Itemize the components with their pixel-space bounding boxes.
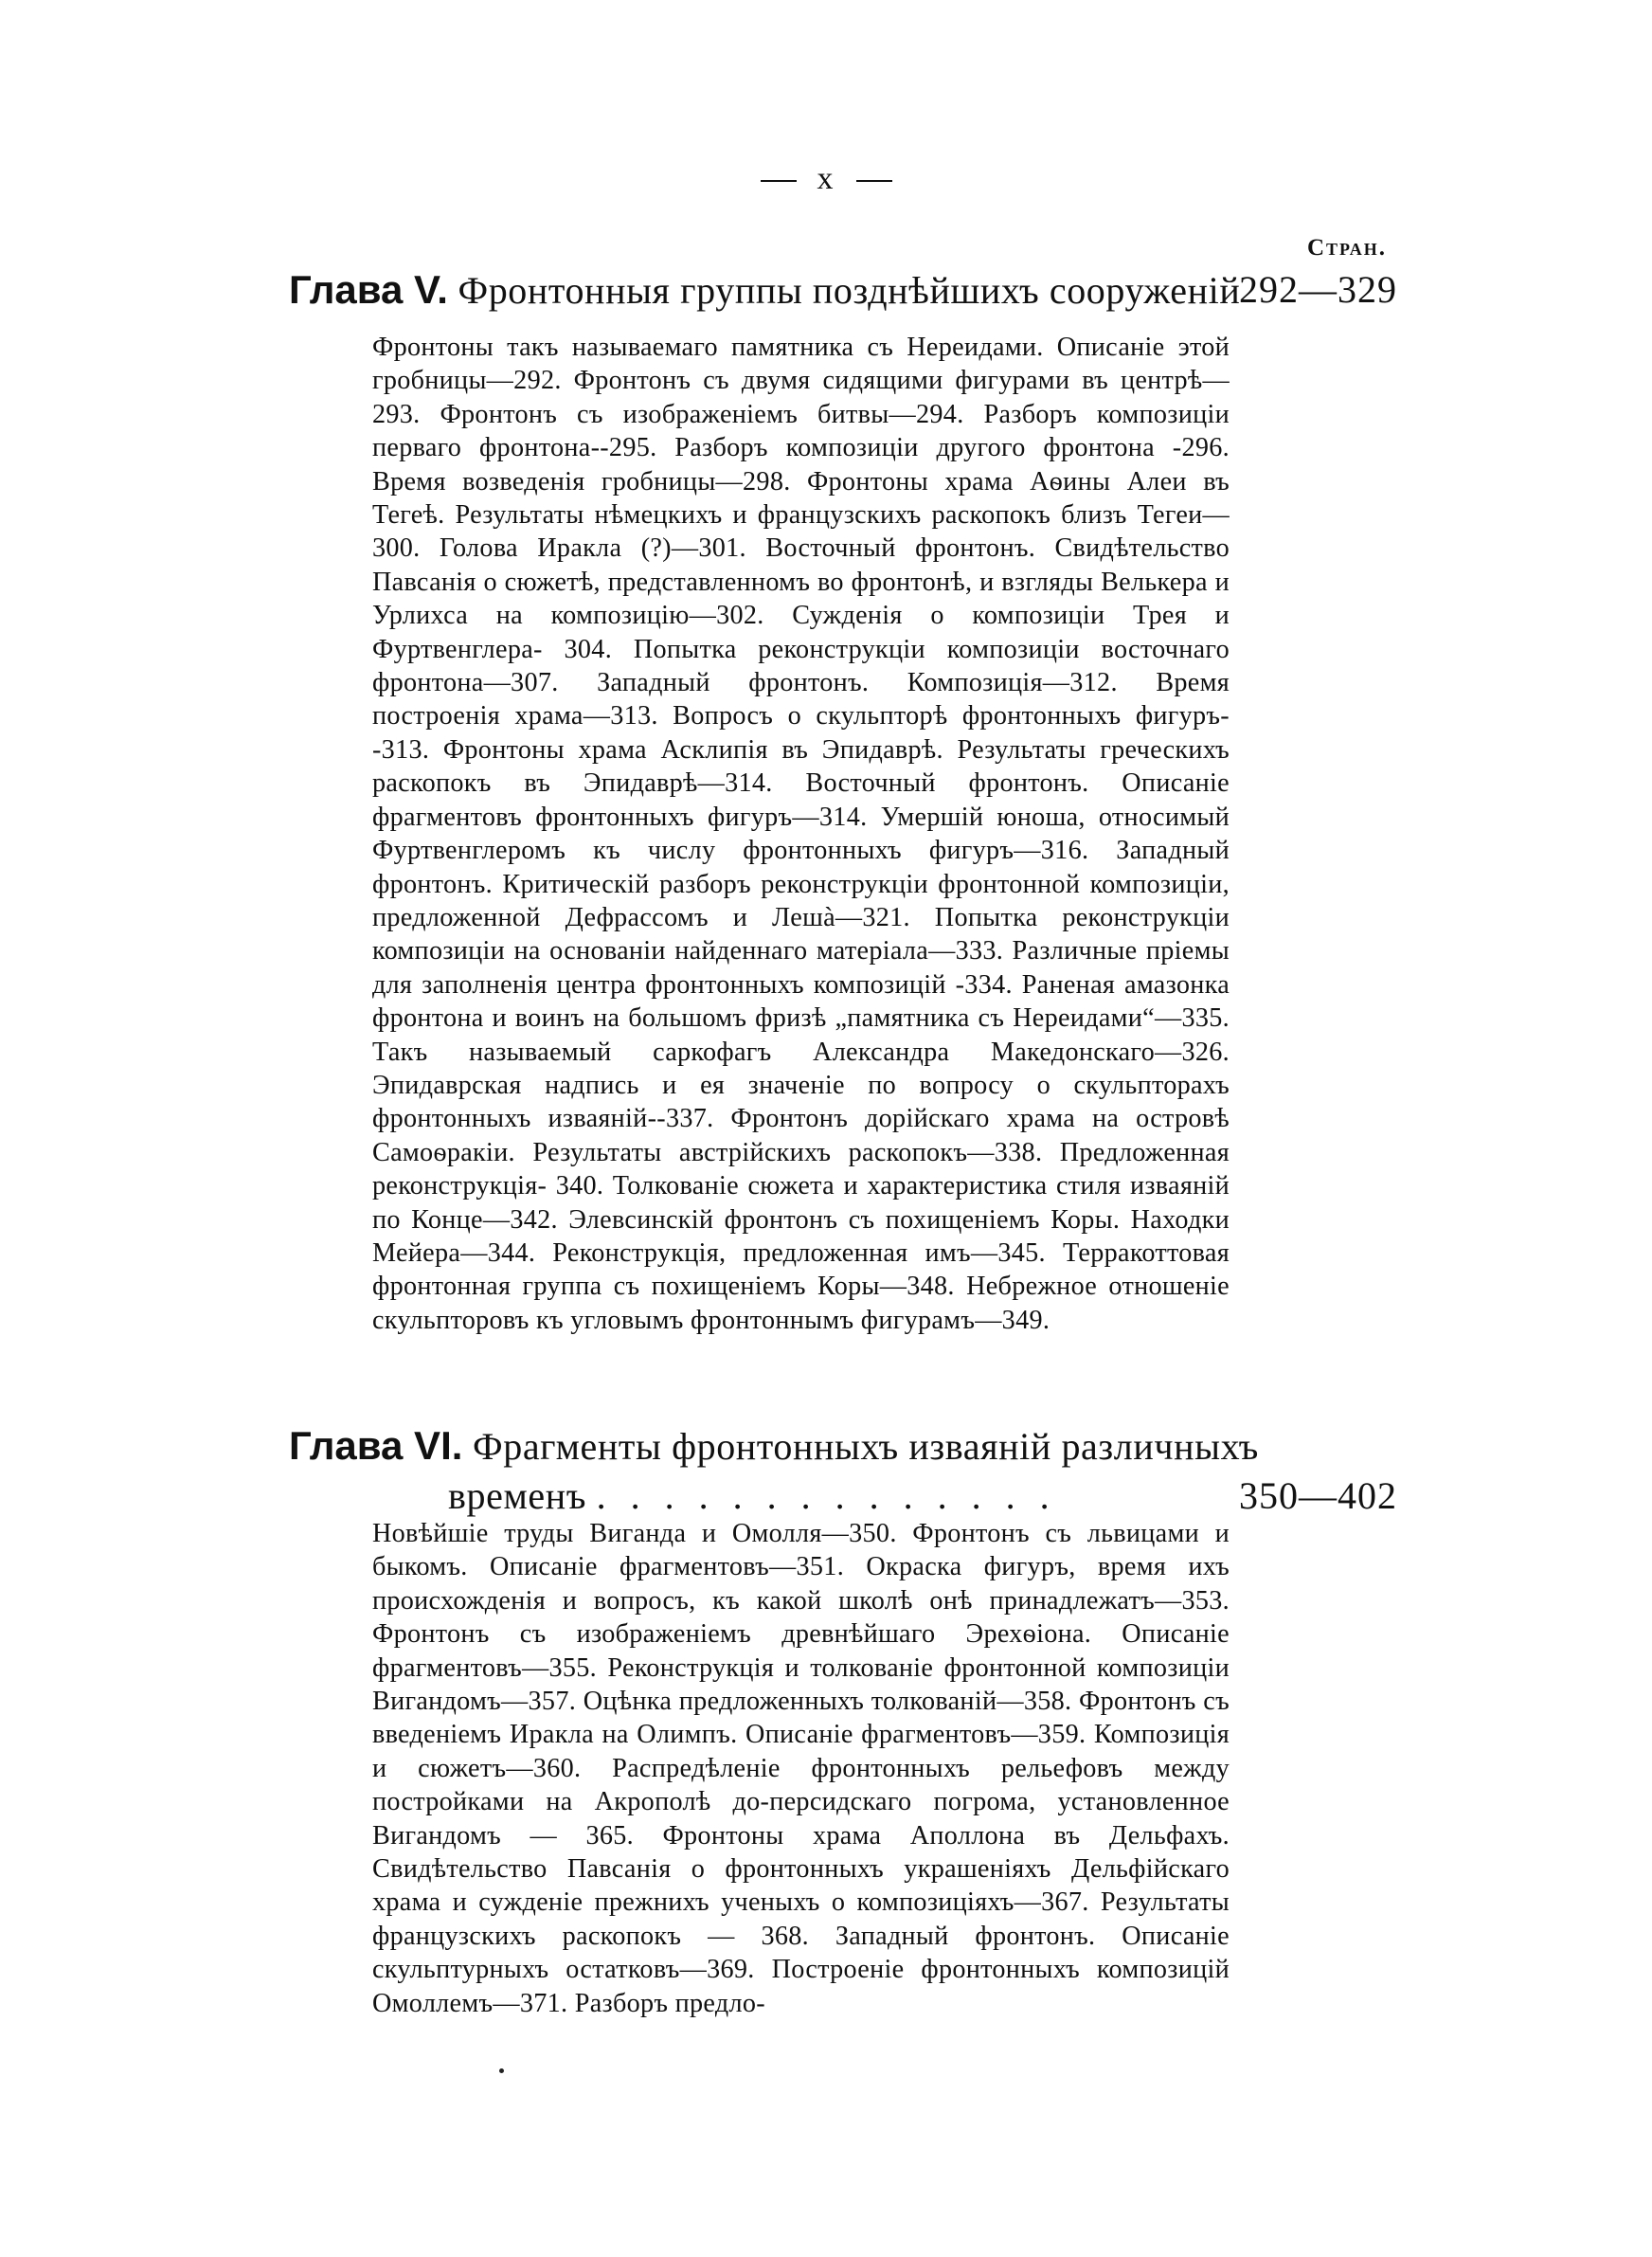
header-dash-right: [856, 180, 892, 182]
header-dash-left: [761, 180, 797, 182]
chapter-6-title-line2-row: [289, 1472, 1397, 1521]
chapter-5-title: Фронтонныя группы позднѣйшихъ сооруженій: [458, 269, 1241, 312]
chapter-6-heading: [289, 1421, 1397, 1521]
chapter-6-title-line1: Фрагменты фронтонныхъ изваяній различныхъ: [473, 1425, 1259, 1468]
chapter-6-pages: 350—402: [1239, 1474, 1397, 1517]
chapter-5-label: Глава V.: [289, 267, 448, 312]
chapter-5-heading: [289, 265, 1397, 316]
print-speck: [499, 2068, 504, 2073]
page-number: x: [817, 161, 835, 196]
chapter-6-summary: Новѣйшіе труды Виганда и Омолля—350. Фронтонъ съ львицами и быкомъ. Описаніе фрагментовъ—351. Окраска фигуръ, время ихъ происхожденія и вопросъ, къ какой школѣ онѣ принадлежатъ—353. Фронтонъ съ изображеніемъ древнѣйшаго Эрехѳіона. Описаніе фрагментовъ—355. Реконструкція и толкованіе фронтонной композиціи Вигандомъ—357. Оцѣнка предложенныхъ толкованій—358. Фронтонъ съ введеніемъ Иракла на Олимпъ. Описаніе фрагментовъ—359. Композиція и сюжетъ—360. Распредѣленіе фронтонныхъ рельефовъ между постройками на Акрополѣ до-персидскаго погрома, установленное Вигандомъ — 365. Фронтоны храма Аполлона въ Дельфахъ. Свидѣтельство Павсанія о фронтонныхъ украшеніяхъ Дельфійскаго храма и сужденіе прежнихъ ученыхъ о композиціяхъ—367. Результаты французскихъ раскопокъ — 368. Западный фронтонъ. Описаніе скульптурныхъ остатковъ—369. Построеніе фронтонныхъ композицій Омоллемъ—371. Разборъ предло-: [372, 1519, 1230, 2018]
chapter-5-summary: Фронтоны такъ называемаго памятника съ Нереидами. Описаніе этой гробницы—292. Фронтонъ съ двумя сидящими фигурами въ центрѣ—293. Фронтонъ съ изображеніемъ битвы—294. Разборъ композиціи перваго фронтона--295. Разборъ композиціи другого фронтона -296. Время возведенія гробницы—298. Фронтоны храма Аѳины Алеи въ Тегеѣ. Результаты нѣмецкихъ и французскихъ раскопокъ близъ Тегеи—300. Голова Иракла (?)—301. Восточный фронтонъ. Свидѣтельство Павсанія о сюжетѣ, представленномъ во фронтонѣ, и взгляды Велькера и Урлихса на композицію—302. Сужденія о композиціи Трея и Фуртвенглера- 304. Попытка реконструкціи композиціи восточнаго фронтона—307. Западный фронтонъ. Композиція—312. Время построенія храма—313. Вопросъ о скульпторѣ фронтонныхъ фигуръ--313. Фронтоны храма Асклипія въ Эпидаврѣ. Результаты греческихъ раскопокъ въ Эпидаврѣ—314. Восточный фронтонъ. Описаніе фрагментовъ фронтонныхъ фигуръ—314. Умершій юноша, относимый Фуртвенглеромъ къ числу фронтонныхъ фигуръ—316. Западный фронтонъ. Критическій разборъ реконструкціи фронтонной композиціи, предложенной Дефрассомъ и Лешà—321. Попытка реконструкціи композиціи на основаніи найденнаго матеріала—333. Различные пріемы для заполненія центра фронтонныхъ композицій -334. Раненая амазонка фронтона и воинъ на большомъ фризѣ „памятника съ Нереидами“—335. Такъ называемый саркофагъ Александра Македонскаго—326. Эпидаврская надпись и ея значеніе по вопросу о скульпторахъ фронтонныхъ изваяній--337. Фронтонъ дорійскаго храма на островѣ Самоѳракіи. Результаты австрійскихъ раскопокъ—338. Предложенная реконструкція- 340. Толкованіе сюжета и характеристика стиля изваяній по Конце—342. Элевсинскій фронтонъ съ похищеніемъ Коры. Находки Мейера—344. Реконструкція, предложенная имъ—345. Терракоттовая фронтонная группа съ похищеніемъ Коры—348. Небрежное отношеніе скульпторовъ къ угловымъ фронтоннымъ фигурамъ—349.: [372, 333, 1230, 1335]
chapter-6-leaders: . . . . . . . . . . . . . .: [596, 1474, 1057, 1517]
chapter-6-title-line2: временъ: [448, 1474, 586, 1517]
pages-column-label: Стран.: [1307, 235, 1388, 261]
page-number-header: [0, 161, 1652, 197]
chapter-6-label: Глава VI.: [289, 1423, 463, 1468]
chapter-5-pages: 292—329: [1239, 268, 1397, 311]
